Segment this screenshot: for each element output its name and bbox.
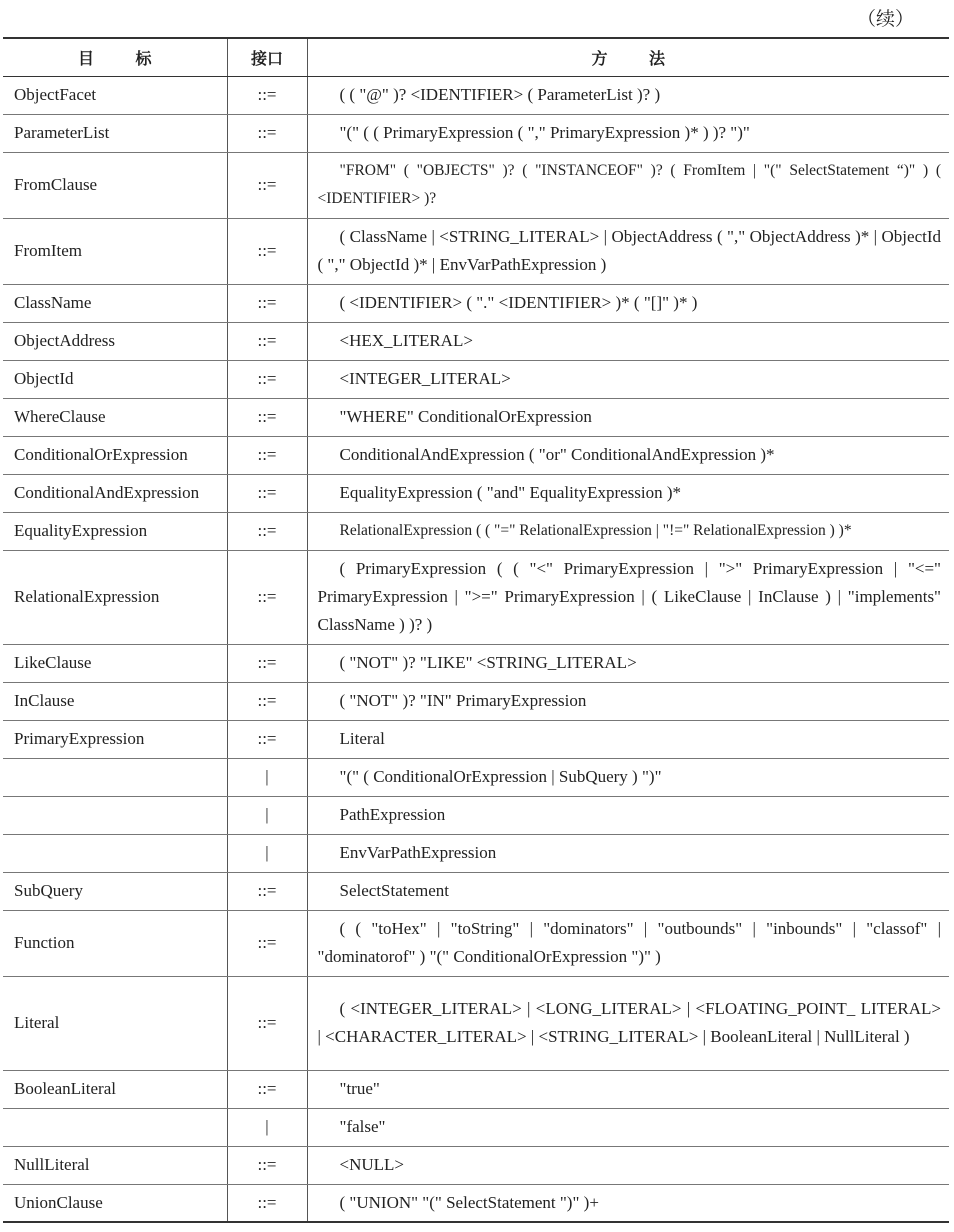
target-cell: ObjectAddress bbox=[3, 322, 227, 360]
table-row bbox=[3, 550, 949, 644]
table-row bbox=[3, 758, 949, 796]
table-row bbox=[3, 512, 949, 550]
method-cell: SelectStatement bbox=[307, 872, 949, 910]
target-cell bbox=[3, 834, 227, 872]
table-row bbox=[3, 976, 949, 1070]
table-row bbox=[3, 1184, 949, 1222]
target-cell bbox=[3, 796, 227, 834]
interface-cell: ::= bbox=[227, 76, 307, 114]
target-cell: SubQuery bbox=[3, 872, 227, 910]
method-cell: "(" ( ConditionalOrExpression | SubQuery ) ")" bbox=[307, 758, 949, 796]
method-cell: ( "NOT" )? "IN" PrimaryExpression bbox=[307, 682, 949, 720]
method-cell: ( "NOT" )? "LIKE" <STRING_LITERAL> bbox=[307, 644, 949, 682]
table-row bbox=[3, 436, 949, 474]
target-cell bbox=[3, 758, 227, 796]
interface-cell: ::= bbox=[227, 218, 307, 284]
table-row bbox=[3, 76, 949, 114]
target-cell: ConditionalOrExpression bbox=[3, 436, 227, 474]
method-cell: "false" bbox=[307, 1108, 949, 1146]
target-cell: LikeClause bbox=[3, 644, 227, 682]
target-cell: ObjectId bbox=[3, 360, 227, 398]
method-cell: ( <INTEGER_LITERAL> | <LONG_LITERAL> | <FLOATING_POINT_ LITERAL> | <CHARACTER_LITERAL> | <STRING_LITERAL> | BooleanLiteral | NullLiteral ) bbox=[307, 976, 949, 1070]
header-method: 方法 bbox=[307, 38, 949, 76]
interface-cell: ::= bbox=[227, 910, 307, 976]
target-cell: FromItem bbox=[3, 218, 227, 284]
interface-cell: ::= bbox=[227, 152, 307, 218]
method-cell: ConditionalAndExpression ( "or" ConditionalAndExpression )* bbox=[307, 436, 949, 474]
interface-cell: ::= bbox=[227, 474, 307, 512]
table-row bbox=[3, 720, 949, 758]
continued-label: （续） bbox=[856, 9, 914, 30]
interface-cell: | bbox=[227, 834, 307, 872]
table-row bbox=[3, 1146, 949, 1184]
target-cell: ParameterList bbox=[3, 114, 227, 152]
interface-cell: ::= bbox=[227, 1184, 307, 1222]
interface-cell: ::= bbox=[227, 322, 307, 360]
interface-cell: ::= bbox=[227, 1070, 307, 1108]
method-cell: EqualityExpression ( "and" EqualityExpression )* bbox=[307, 474, 949, 512]
target-cell: BooleanLiteral bbox=[3, 1070, 227, 1108]
interface-cell: | bbox=[227, 758, 307, 796]
table-row bbox=[3, 398, 949, 436]
target-cell: NullLiteral bbox=[3, 1146, 227, 1184]
interface-cell: ::= bbox=[227, 1146, 307, 1184]
interface-cell: ::= bbox=[227, 512, 307, 550]
target-cell: Literal bbox=[3, 976, 227, 1070]
target-cell: EqualityExpression bbox=[3, 512, 227, 550]
grammar-table bbox=[3, 37, 949, 1223]
method-cell: ( "UNION" "(" SelectStatement ")" )+ bbox=[307, 1184, 949, 1222]
table-row bbox=[3, 910, 949, 976]
target-cell: InClause bbox=[3, 682, 227, 720]
target-cell: UnionClause bbox=[3, 1184, 227, 1222]
header-target: 目标 bbox=[3, 38, 227, 76]
method-cell: ( PrimaryExpression ( ( "<" PrimaryExpression | ">" PrimaryExpression | "<=" PrimaryExpression | ">=" PrimaryExpression | ( LikeClause | InClause ) | "implements" ClassName ) )? ) bbox=[307, 550, 949, 644]
interface-cell: ::= bbox=[227, 682, 307, 720]
method-cell: "(" ( ( PrimaryExpression ( "," PrimaryExpression )* ) )? ")" bbox=[307, 114, 949, 152]
target-cell: RelationalExpression bbox=[3, 550, 227, 644]
method-cell: PathExpression bbox=[307, 796, 949, 834]
table-header-row bbox=[3, 38, 949, 76]
table-row bbox=[3, 360, 949, 398]
table-body bbox=[3, 76, 949, 1222]
table-row bbox=[3, 322, 949, 360]
interface-cell: ::= bbox=[227, 720, 307, 758]
interface-cell: ::= bbox=[227, 550, 307, 644]
interface-cell: | bbox=[227, 796, 307, 834]
method-cell: <INTEGER_LITERAL> bbox=[307, 360, 949, 398]
table-row bbox=[3, 152, 949, 218]
target-cell bbox=[3, 1108, 227, 1146]
method-cell: "FROM" ( "OBJECTS" )? ( "INSTANCEOF" )? ( FromItem | "(" SelectStatement “)" ) ( <IDENTIFIER> )? bbox=[307, 152, 949, 218]
method-cell: EnvVarPathExpression bbox=[307, 834, 949, 872]
table-row bbox=[3, 218, 949, 284]
method-cell: <HEX_LITERAL> bbox=[307, 322, 949, 360]
table-row bbox=[3, 114, 949, 152]
interface-cell: ::= bbox=[227, 976, 307, 1070]
method-cell: ( ( "toHex" | "toString" | "dominators" | "outbounds" | "inbounds" | "classof" | "dominatorof" ) "(" ConditionalOrExpression ")" ) bbox=[307, 910, 949, 976]
table-row bbox=[3, 1108, 949, 1146]
interface-cell: ::= bbox=[227, 398, 307, 436]
method-cell: ( ( "@" )? <IDENTIFIER> ( ParameterList )? ) bbox=[307, 76, 949, 114]
target-cell: ClassName bbox=[3, 284, 227, 322]
table-row bbox=[3, 284, 949, 322]
interface-cell: ::= bbox=[227, 114, 307, 152]
target-cell: WhereClause bbox=[3, 398, 227, 436]
target-cell: Function bbox=[3, 910, 227, 976]
method-cell: <NULL> bbox=[307, 1146, 949, 1184]
method-cell: ( <IDENTIFIER> ( "." <IDENTIFIER> )* ( "[]" )* ) bbox=[307, 284, 949, 322]
table-row bbox=[3, 834, 949, 872]
method-cell: ( ClassName | <STRING_LITERAL> | ObjectAddress ( "," ObjectAddress )* | ObjectId ( "," ObjectId )* | EnvVarPathExpression ) bbox=[307, 218, 949, 284]
target-cell: ConditionalAndExpression bbox=[3, 474, 227, 512]
table-row bbox=[3, 796, 949, 834]
method-cell: Literal bbox=[307, 720, 949, 758]
target-cell: ObjectFacet bbox=[3, 76, 227, 114]
table-row bbox=[3, 872, 949, 910]
method-cell: RelationalExpression ( ( "=" RelationalExpression | "!=" RelationalExpression ) )* bbox=[307, 512, 949, 550]
interface-cell: ::= bbox=[227, 360, 307, 398]
interface-cell: ::= bbox=[227, 872, 307, 910]
table-row bbox=[3, 644, 949, 682]
method-cell: "WHERE" ConditionalOrExpression bbox=[307, 398, 949, 436]
interface-cell: ::= bbox=[227, 644, 307, 682]
interface-cell: ::= bbox=[227, 284, 307, 322]
method-cell: "true" bbox=[307, 1070, 949, 1108]
target-cell: PrimaryExpression bbox=[3, 720, 227, 758]
table-row bbox=[3, 474, 949, 512]
table-row bbox=[3, 682, 949, 720]
header-interface: 接口 bbox=[227, 38, 307, 76]
target-cell: FromClause bbox=[3, 152, 227, 218]
interface-cell: ::= bbox=[227, 436, 307, 474]
interface-cell: | bbox=[227, 1108, 307, 1146]
table-row bbox=[3, 1070, 949, 1108]
